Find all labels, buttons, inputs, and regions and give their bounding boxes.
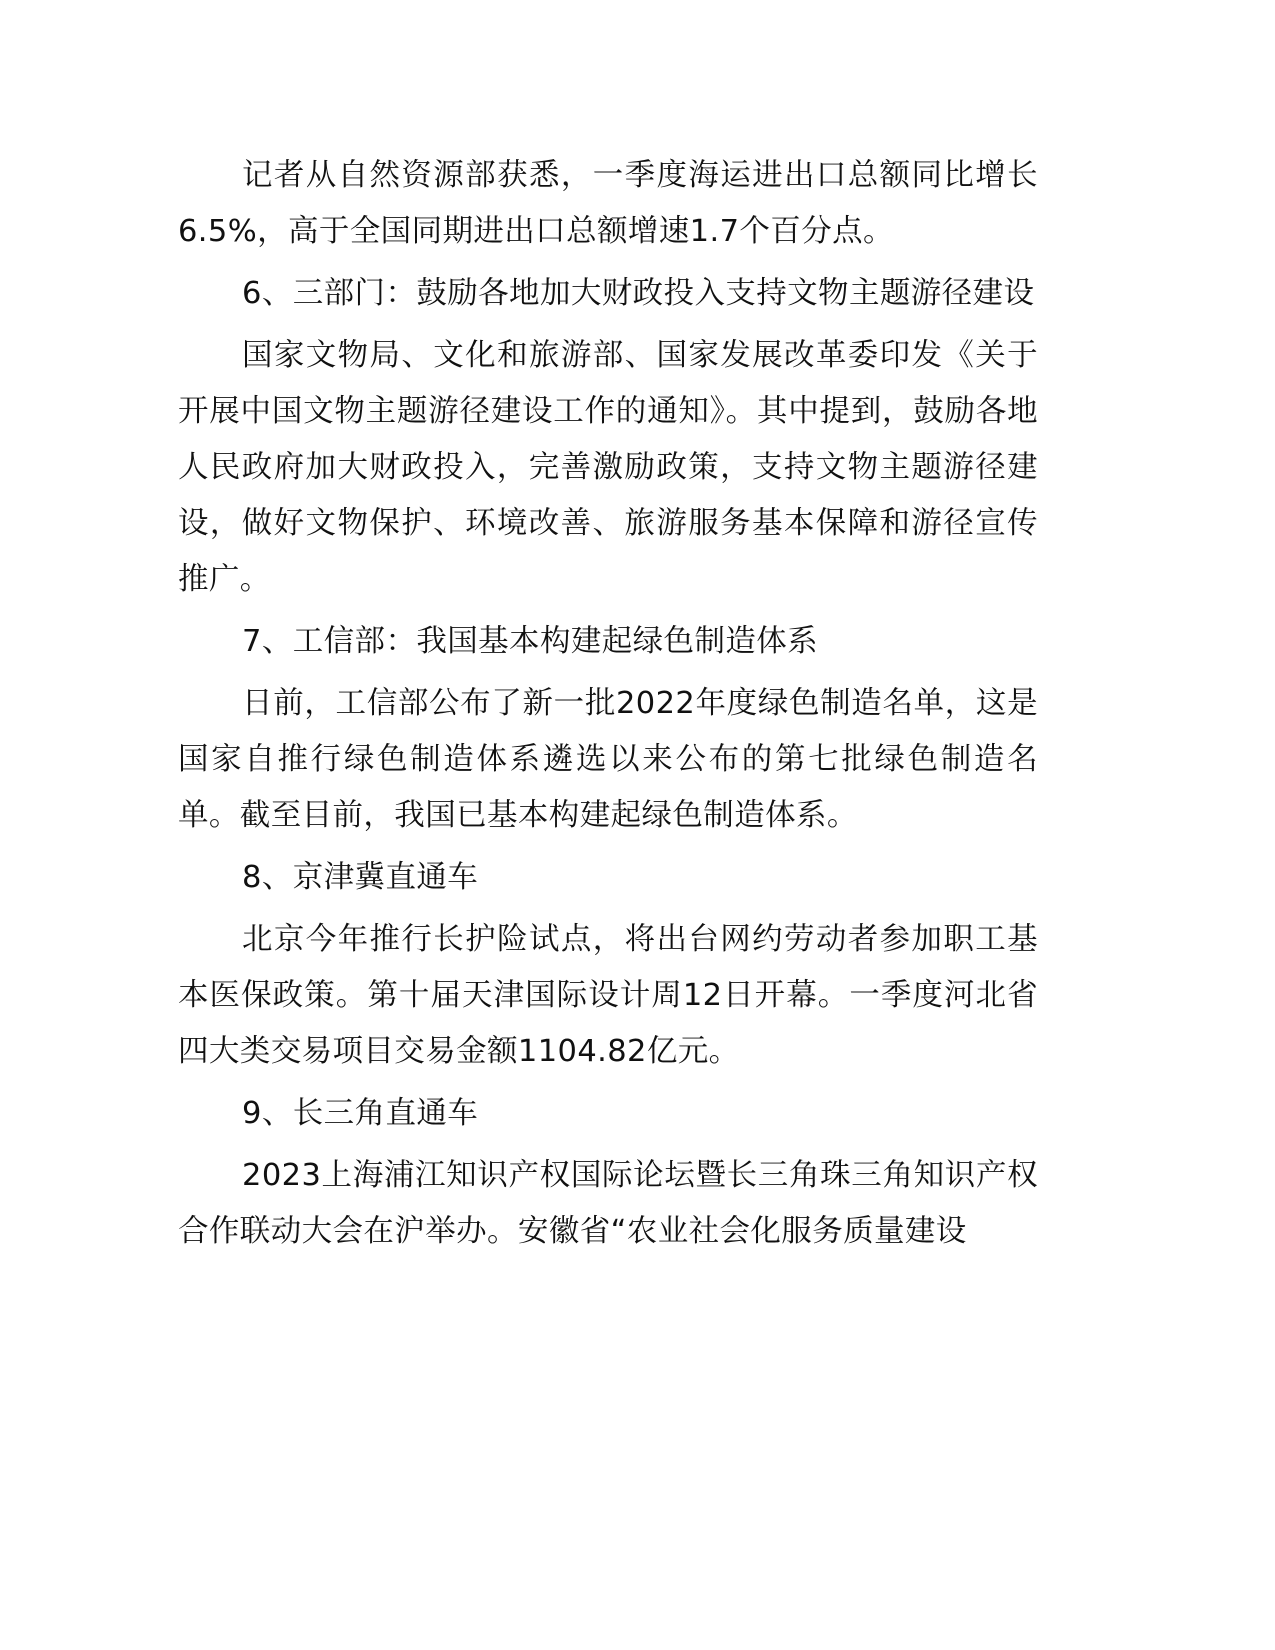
heading-jingjinji: 8、京津冀直通车	[242, 860, 479, 895]
document-body	[178, 148, 1038, 1260]
paragraph-green-manufacturing: 日前，工信部公布了新一批2022年度绿色制造名单，这是国家自推行绿色制造体系遴选以来公布的第七批绿色制造名单。截至目前，我国已基本构建起绿色制造体系。	[178, 686, 1038, 833]
heading-cultural-relics-trails: 6、三部门：鼓励各地加大财政投入支持文物主题游径建设	[242, 276, 1035, 311]
paragraph-yangtze-delta: 2023上海浦江知识产权国际论坛暨长三角珠三角知识产权合作联动大会在沪举办。安徽省“农业社会化服务质量建设	[178, 1158, 1038, 1249]
paragraph-maritime-trade: 记者从自然资源部获悉，一季度海运进出口总额同比增长6.5%，高于全国同期进出口总额增速1.7个百分点。	[178, 158, 1038, 249]
heading-yangtze-delta: 9、长三角直通车	[242, 1096, 479, 1131]
paragraph-jingjinji: 北京今年推行长护险试点，将出台网约劳动者参加职工基本医保政策。第十届天津国际设计周12日开幕。一季度河北省四大类交易项目交易金额1104.82亿元。	[178, 922, 1038, 1069]
paragraph-cultural-relics-trails: 国家文物局、文化和旅游部、国家发展改革委印发《关于开展中国文物主题游径建设工作的通知》。其中提到，鼓励各地人民政府加大财政投入，完善激励政策，支持文物主题游径建设，做好文物保护、环境改善、旅游服务基本保障和游径宣传推广。	[178, 338, 1038, 597]
heading-green-manufacturing: 7、工信部：我国基本构建起绿色制造体系	[242, 624, 819, 659]
